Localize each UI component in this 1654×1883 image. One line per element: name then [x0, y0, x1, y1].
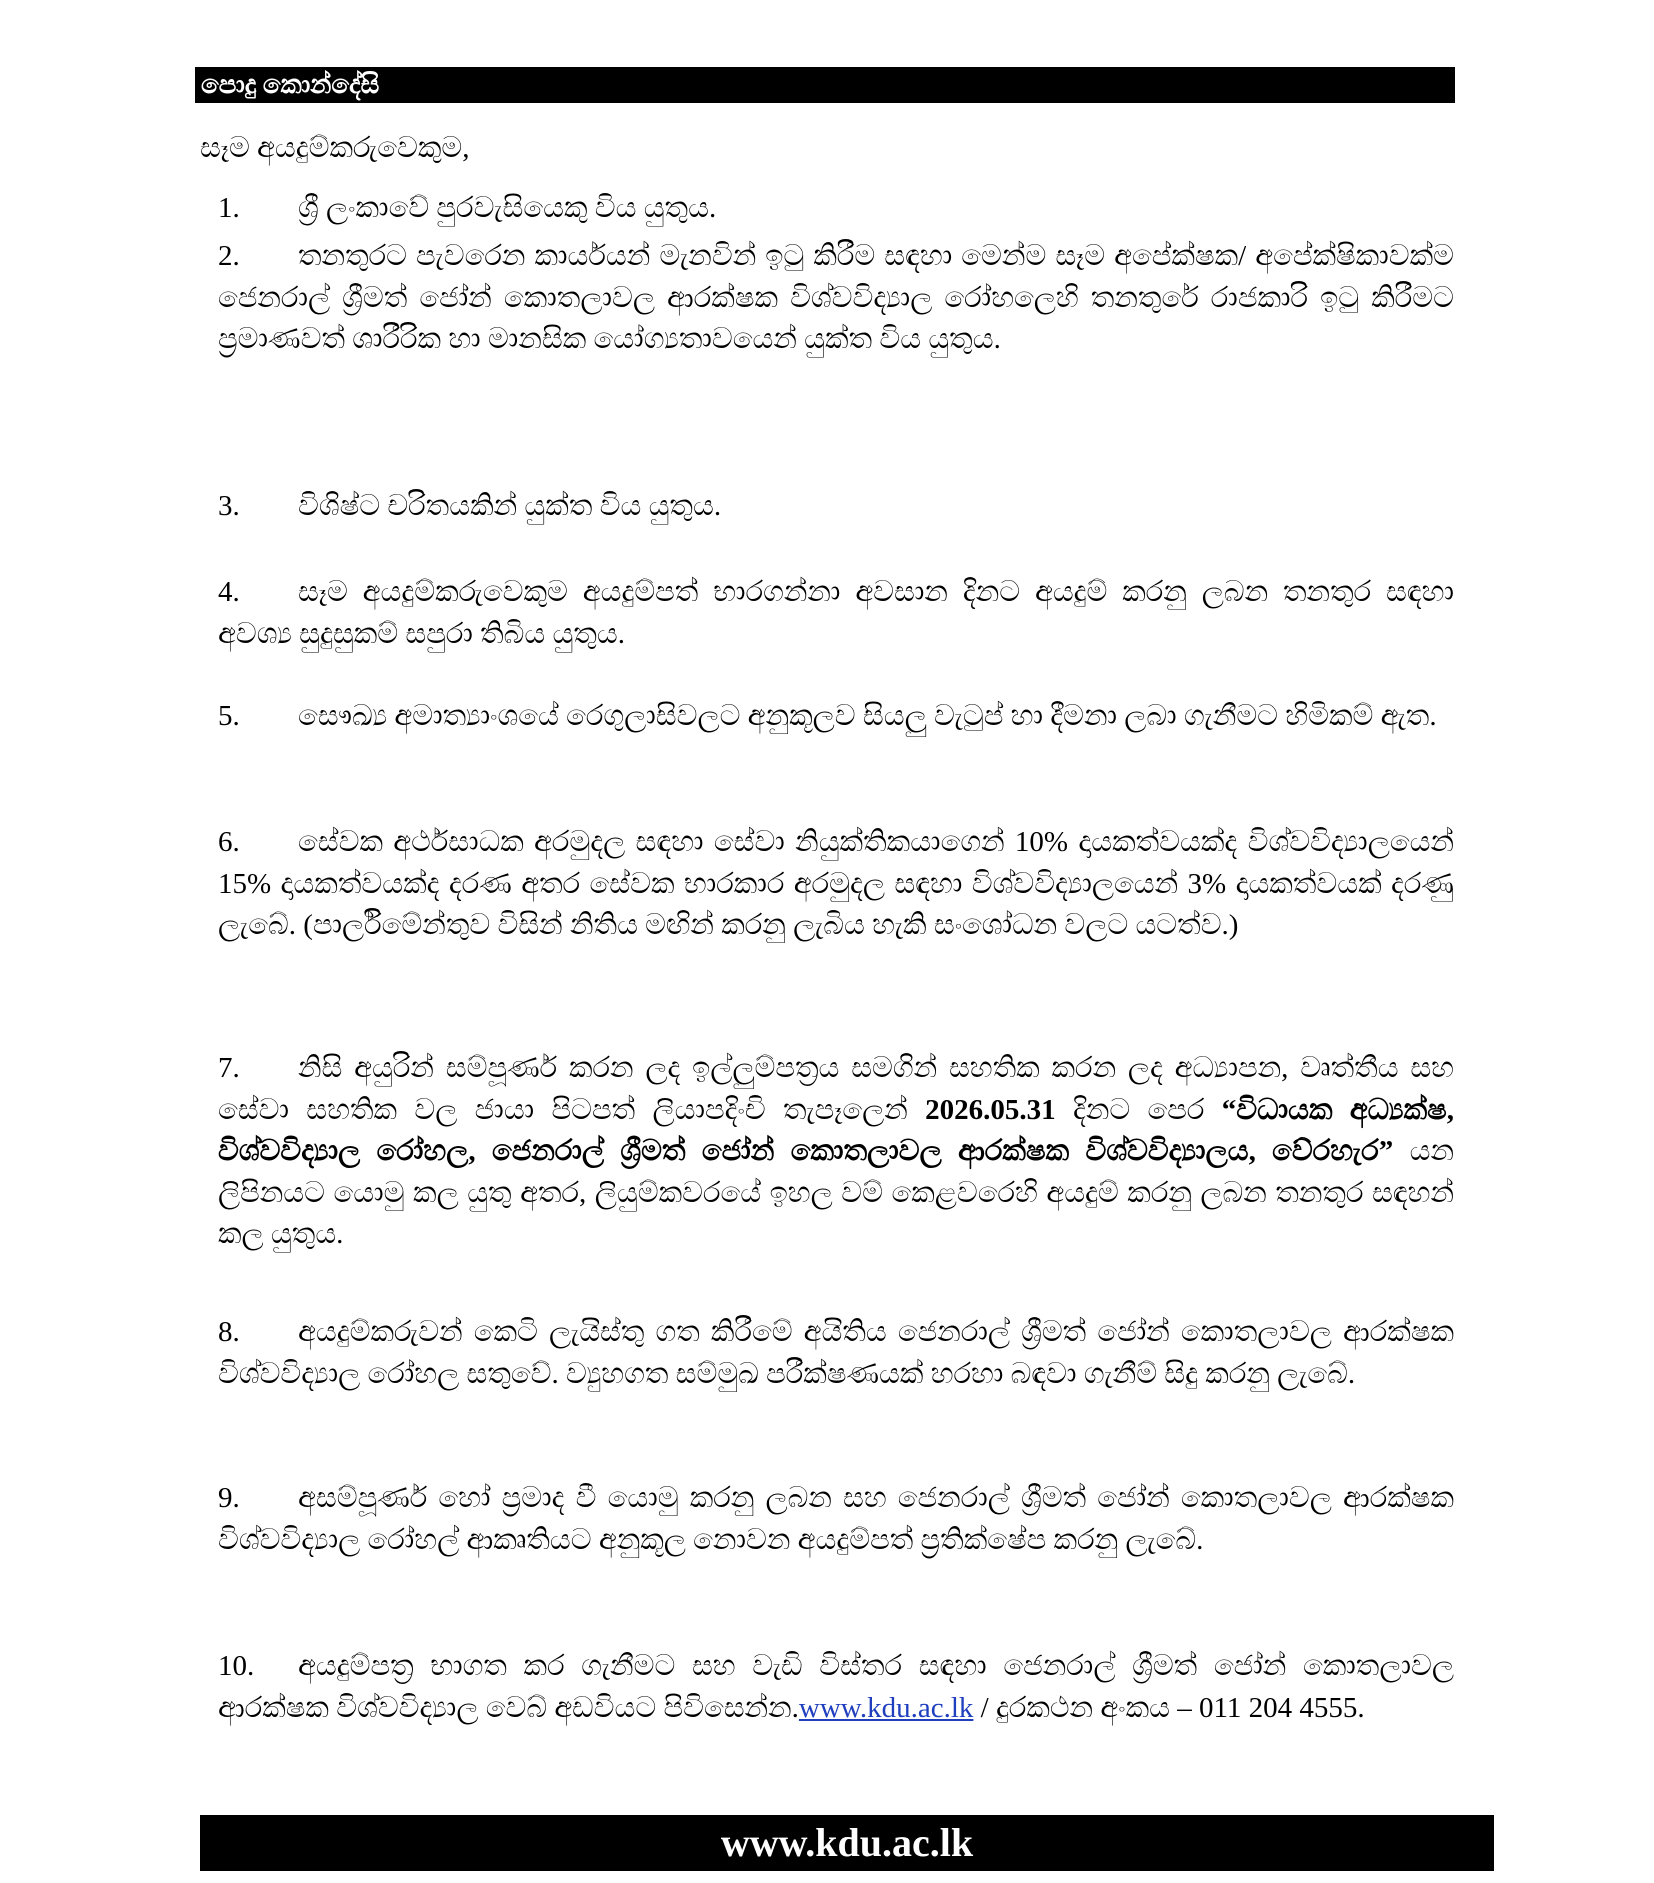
item-number: 4. — [218, 576, 240, 608]
section-title: පොදු කොන්දේසි — [201, 70, 380, 99]
item-number: 7. — [218, 1052, 240, 1084]
item-number: 5. — [218, 700, 240, 732]
item-text: අයදුම්පත්‍ර භාගත කර ගැනීමට සහ වැඩි විස්තර සඳහා ජෙනරාල් ශ්‍රීමත් ජෝන් කොතලාවල ආරක්ෂක විශ්වවිද්‍යාල වෙබ් අඩවියට පිවිසෙන්න. — [218, 1650, 1454, 1724]
item-text: අයදුම්කරුවන් කෙටි ලැයිස්තු ගත කිරීමේ අයිතිය ජෙනරාල් ශ්‍රීමත් ජෝන් කොතලාවල ආරක්ෂක විශ්වවිද්‍යාල රෝහල සතුවේ. ව්‍යුහගත සම්මුඛ පරීක්ෂණයක් හරහා බඳවා ගැනීම් සිදු කරනු ලැබේ. — [218, 1316, 1454, 1390]
section-title-bar — [195, 67, 1455, 103]
list-item — [218, 696, 1454, 738]
list-item — [218, 188, 1454, 230]
item-text: විශිෂ්ට චරිතයකින් යුක්ත විය යුතුය. — [298, 490, 722, 522]
item-number: 2. — [218, 240, 240, 272]
item-number: 10. — [218, 1650, 255, 1682]
list-item — [218, 486, 1454, 528]
submission-deadline: 2026.05.31 — [925, 1093, 1056, 1126]
item-text: අසම්පූර්ණ හෝ ප්‍රමාද වී යොමු කරනු ලබන සහ ජෙනරාල් ශ්‍රීමත් ජෝන් කොතලාවල ආරක්ෂක විශ්වවිද්‍යාල රෝහල් ආකෘතියට අනුකූල නොවන අයදුම්පත් ප්‍රතික්ෂේප කරනු ලැබේ. — [218, 1482, 1454, 1556]
item-text: යන ලිපිනයට යොමු කල යුතු අතර, ලියුම්කවරයේ ඉහල වම් කෙළවරෙහි අයදුම් කරනු ලබන තනතුර සඳහන් කල යුතුය. — [218, 1135, 1454, 1250]
item-number: 3. — [218, 490, 240, 522]
item-text: දිනට පෙර — [1072, 1093, 1205, 1126]
item-text: සෑම අයදුම්කරුවෙකුම අයදුම්පත් භාරගන්නා අවසාන දිනට අයදුම් කරනු ලබන තනතුර සඳහා අවශ්‍ය සුදුසුකම් සපුරා තිබිය යුතුය. — [218, 576, 1454, 650]
list-item — [218, 1048, 1454, 1256]
item-number: 8. — [218, 1316, 240, 1348]
list-item — [218, 1312, 1454, 1395]
list-item — [218, 236, 1454, 361]
list-item — [218, 1478, 1454, 1561]
item-text: සෞඛ්‍ය අමාත්‍යාංශයේ රෙගුලාසිවලට අනුකූලව සියලු වැටුප් හා දීමනා ලබා ගැනීමට හිමිකම් ඇත. — [298, 700, 1437, 732]
website-link[interactable]: www.kdu.ac.lk — [798, 1691, 974, 1724]
item-number: 9. — [218, 1482, 240, 1514]
footer-url: www.kdu.ac.lk — [720, 1820, 974, 1865]
footer-bar — [200, 1815, 1494, 1871]
item-text: සේවක අර්ථසාධක අරමුදල සඳහා සේවා නියුක්තිකයාගෙන් 10% දායකත්වයක්ද විශ්වවිද්‍යාලයෙන් 15% දායකත්වයක්ද දරණ අතර සේවක භාරකාර අරමුදල සඳහා විශ්වවිද්‍යාලයෙන් 3% දායකත්වයක් දරණු ලැබේ. (පාර්ලිමේන්තුව විසින් නිතිය මඟින් කරනු ලැබිය හැකි සංශෝධන වලට යටත්ව.) — [218, 826, 1454, 941]
intro-text: සෑම අයදුම්කරුවෙකුම, — [200, 132, 470, 164]
list-item — [218, 822, 1454, 947]
list-item — [218, 572, 1454, 655]
item-text: තනතුරට පැවරෙන කාර්යයන් මැනවින් ඉටු කිරීම සඳහා මෙන්ම සෑම අපේක්ෂක/ අපේක්ෂිකාවක්ම ජෙනරාල් ශ්‍රීමත් ජෝන් කොතලාවල ආරක්ෂක විශ්වවිද්‍යාල රෝහලෙහි තනතුරේ රාජකාරි ඉටු කිරීමට ප්‍රමාණවත් ශාරීරික හා මානසික යෝග්‍යතාවයෙන් යුක්ත විය යුතුය. — [218, 240, 1454, 355]
item-text: / දුරකථන අංකය – 011 204 4555. — [980, 1691, 1365, 1724]
item-number: 6. — [218, 826, 240, 858]
item-text: ශ්‍රී ලංකාවේ පුරවැසියෙකු විය යුතුය. — [298, 192, 717, 224]
item-number: 1. — [218, 192, 240, 224]
list-item — [218, 1646, 1454, 1729]
submission-address: “විධායක අධ්‍යක්ෂ, විශ්වවිද්‍යාල රෝහල, ජෙනරාල් ශ්‍රීමත් ජෝන් කොතලාවල ආරක්ෂක විශ්වවිද්‍යාලය, වේරහැර” — [218, 1093, 1455, 1167]
item-text: නිසි අයුරින් සම්පූර්ණ කරන ලද ඉල්ලුම්පත්‍රය සමගින් සහතික කරන ලද අධ්‍යාපන, වෘත්තීය සහ සේවා සහතික වල ජායා පිටපත් ලියාපදිංචි තැපෑලෙන් — [218, 1052, 1454, 1126]
